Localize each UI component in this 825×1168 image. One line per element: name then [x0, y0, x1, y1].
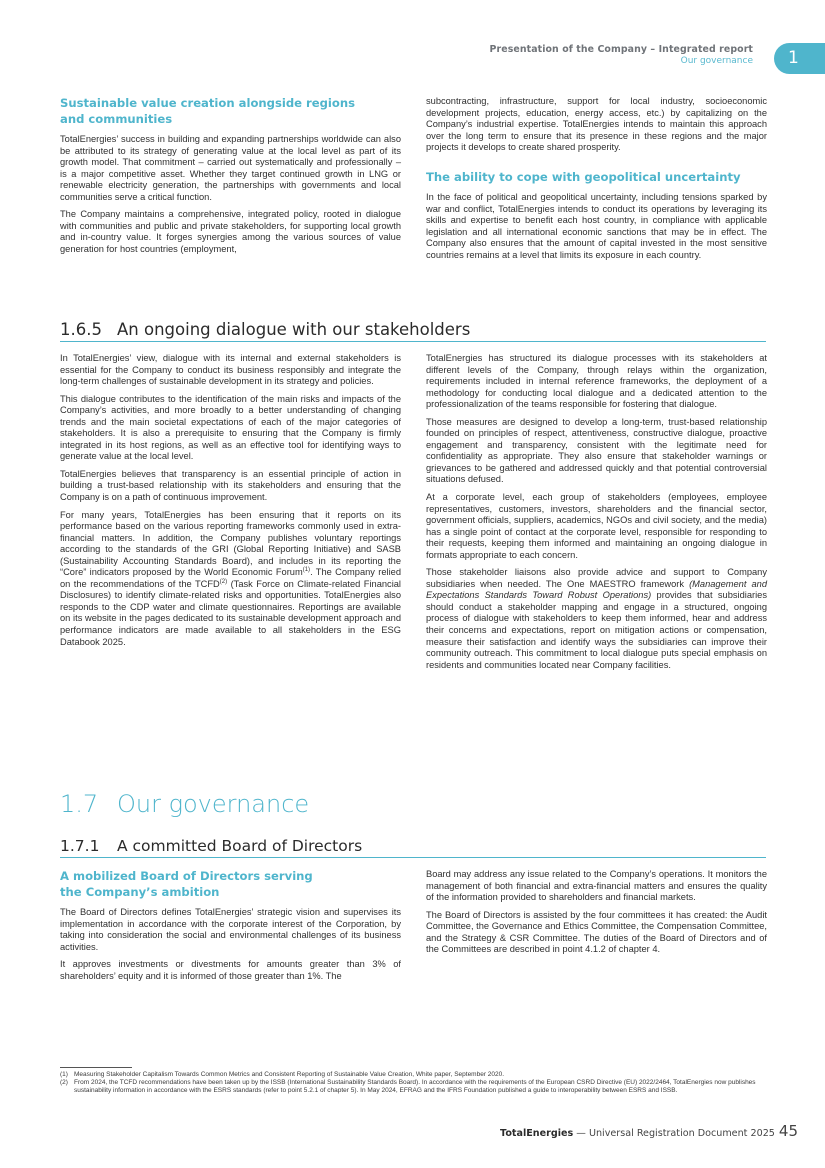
footnote: (1) Measuring Stakeholder Capitalism Towards Common Metrics and Consistent Reporting of Sustainable Value Creation, White paper, September 2020.	[60, 1071, 505, 1078]
paragraph-reporting: For many years, TotalEnergies has been ensuring that it reports on its performance based on the various reporting frameworks commonly used in extra-financial matters. In addition, the Company publishes voluntary reportings according to the standards of the GRI (Global Reporting Initiative) and SASB (Sustainability Accounting Standards Board), and includes in its reporting the “Core” indicators proposed by the World Economic Forum$^{(1)}$. The Company relied on the recommendations of the TCFD$^{(2)}$ (Task Force on Climate-related Financial Disclosures) to identify climate-related risks and opportunities. TotalEnergies also responds to the CDP water and climate questionnaires. Reportings are available on its website in the pages dedicated to its sustainable development approach and performance indicators are made available to all stakeholders in the ESG Databook 2025.	[60, 509, 401, 647]
section-title-text: An ongoing dialogue with our stakeholders	[117, 320, 471, 339]
paragraph: At a corporate level, each group of stakeholders (employees, employee representatives, customers, investors, shareholders and the financial sector, government officials, suppliers, academics, NGOs and civil society, and the media) has a single point of contact at the corporate level, responsible for responding to their requests, keeping them informed and maintaining an ongoing dialogue in formats appropriate to each concern.	[426, 492, 767, 560]
paragraph: It approves investments or divestments for amounts greater than 3% of shareholders’ equity and it is informed of those greater than 1%. The	[60, 959, 401, 981]
footnote-divider	[60, 1067, 132, 1068]
paragraph: In TotalEnergies’ view, dialogue with its internal and external stakeholders is essential for the Company to conduct its business responsibly and integrate the long-term challenges of sustainable development in its strategy and policies.	[60, 353, 401, 387]
paragraph: This dialogue contributes to the identification of the main risks and impacts of the Company’s activities, and more broadly to a better understanding of changing trends and the main societal expectations of each of the major categories of stakeholders. It is also a prerequisite to ensuring that the Company is firmly integrated in its host regions, as well as an effective tool for identifying ways to generate value at the local level.	[60, 393, 401, 462]
section-1-7-1-title	[60, 837, 766, 858]
dialogue-left-column	[60, 353, 401, 654]
board-right-column	[426, 869, 767, 962]
footer-brand: TotalEnergies	[500, 1128, 574, 1139]
dialogue-right-column	[426, 353, 767, 677]
paragraph: The Board of Directors is assisted by the four committees it has created: the Audit Committee, the Governance and Ethics Committee, the Compensation Committee, and the Strategy & CSR Committee. The duties of the Board of Directors and of the Committees are described in point 4.1.2 of chapter 4.	[426, 909, 767, 955]
running-header	[490, 44, 753, 66]
maestro-expansion: (Management and Expectations Standards Toward Robust Operations)	[426, 578, 767, 601]
page-footer	[500, 1122, 798, 1140]
footnote: (2) From 2024, the TCFD recommendations have been taken up by the ISSB (International Sustainability Standards Board). In accordance with the requirements of the European CSRD Directive (EU) 2022/2464, TotalEnergies now publishes sustainability information in accordance with the ESRS standards (refer to point 5.2.1 of chapter 5). In May 2024, EFRAG and the IFRS Foundation published a guide to interoperability between ESRS and ISSB.	[60, 1079, 756, 1094]
paragraph: The Board of Directors defines TotalEnergies’ strategic vision and supervises its implementation in accordance with the corporate interest of the Corporation, by taking into consideration the social and environmental challenges of its business activities.	[60, 907, 401, 952]
footer-document-title: — Universal Registration Document 2025	[573, 1128, 775, 1139]
paragraph-maestro: Those stakeholder liaisons also provide advice and support to Company subsidiaries when needed. The One MAESTRO framework (Management and Expectations Standards Toward Robust Operations) provides that subsidiaries should conduct a stakeholder mapping and engage in a structured, ongoing process of dialogue with stakeholders to keep them informed, hear and address their concerns and expectations, report on mitigation actions or compensation, measure their satisfaction and identify ways the subsidiaries can improve their community outreach. This commitment to local dialogue puts special emphasis on residents and communities located near Company facilities.	[426, 567, 767, 670]
paragraph: TotalEnergies’ success in building and expanding partnerships worldwide can also be attributed to its strategy of generating value at the local level as part of its growth model. That commitment – carried out systematically and professionally – is a major competitive asset. Whether they target continued growth in LNG or renewable electricity generation, the partnerships with governments and local communities serve a critical function.	[60, 134, 401, 202]
footnote-ref-2[interactable]: (2)	[219, 578, 228, 585]
footnote-ref-1[interactable]: (1)	[302, 567, 311, 574]
paragraph: subcontracting, infrastructure, support for local industry, socioeconomic development projects, education, energy access, etc.) by capitalizing on the Company’s industrial expertise. TotalEnergies intends to maintain this approach over the long term to ensure that its presence in these regions and the major projects it develops to create shared prosperity.	[426, 96, 767, 153]
heading-value-creation: Sustainable value creation alongside regions and communities	[60, 96, 356, 126]
section-title-text: Our governance	[117, 790, 310, 818]
heading-mobilized-board: A mobilized Board of Directors serving the Company’s ambition	[60, 869, 313, 899]
footnotes	[60, 1071, 766, 1095]
paragraph: Board may address any issue related to the Company’s operations. It monitors the management of both financial and extra-financial matters and ensures the quality of the information provided to shareholders and financial markets.	[426, 869, 767, 903]
page-number: 45	[778, 1122, 798, 1140]
header-section-title: Presentation of the Company – Integrated report	[489, 44, 753, 55]
section-title-text: A committed Board of Directors	[117, 837, 363, 855]
section-number: 1.6.5	[60, 320, 102, 339]
paragraph: The Company maintains a comprehensive, integrated policy, rooted in dialogue with communities and public and private stakeholders, for supporting local growth and in-country value. It forges synergies among the various sources of value generation for host countries (employment,	[60, 209, 401, 254]
chapter-tab: 1	[774, 43, 825, 74]
paragraph: TotalEnergies has structured its dialogue processes with its stakeholders at different levels of the Company, through relays within the organization, requirements included in internal reference frameworks, the deployment of a methodology for conducting local dialogue and a dedicated attention to the professionalization of the teams responsible for fostering that dialogue.	[426, 353, 767, 410]
paragraph: TotalEnergies believes that transparency is an essential principle of action in building a trust-based relationship with its stakeholders and ensuring that the Company is on a path of continuous improvement.	[60, 468, 401, 503]
top-right-column	[426, 96, 767, 268]
section-number: 1.7	[60, 790, 99, 818]
section-1-7-title	[60, 790, 309, 818]
section-number: 1.7.1	[60, 837, 100, 855]
top-left-column	[60, 96, 401, 261]
heading-geopolitical: The ability to cope with geopolitical uncertainty	[426, 169, 741, 184]
section-1-6-5-title	[60, 320, 766, 342]
header-subsection-title: Our governance	[680, 56, 753, 66]
paragraph: Those measures are designed to develop a long-term, trust-based relationship founded on principles of respect, attentiveness, constructive dialogue, proactive engagement and transparency, consistent with the legitimate need for confidentiality as appropriate. They also ensure that stakeholder warnings or grievances to be gathered and addressed quickly and that potential controversial situations defused.	[426, 416, 767, 485]
paragraph: In the face of political and geopolitical uncertainty, including tensions sparked by war and conflict, TotalEnergies intends to conduct its operations by leveraging its skills and expertise to benefit each host country, in compliance with applicable legislation and all international economic sanctions that may be in effect. The Company also ensures that the amount of capital invested in the most sensitive countries remains at a level that limits its exposure in each country.	[426, 192, 767, 260]
board-left-column	[60, 869, 401, 988]
